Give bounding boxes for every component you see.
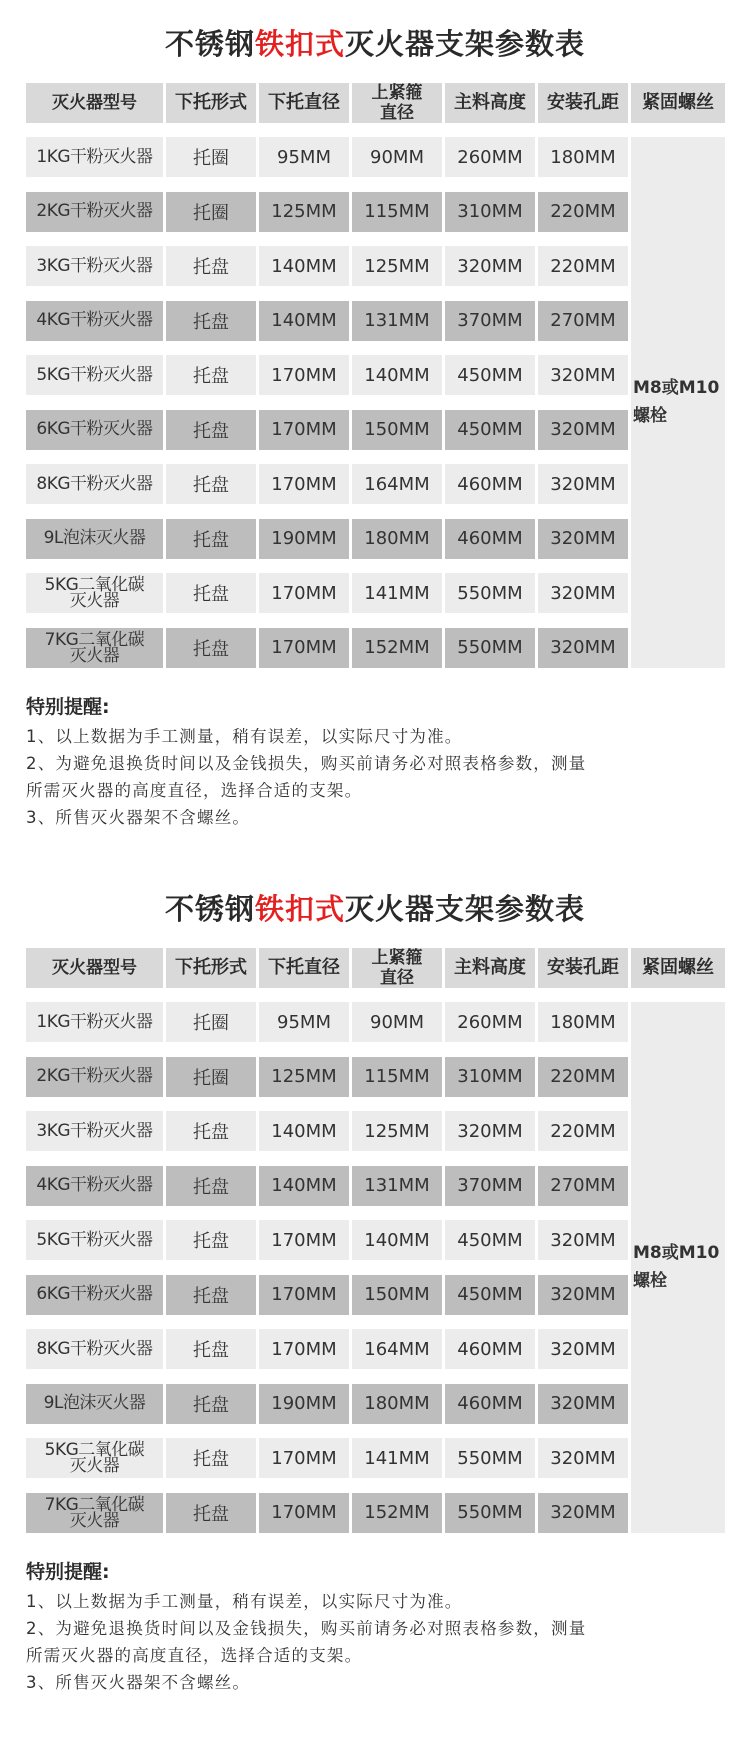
- column-header: 安装孔距: [538, 948, 628, 988]
- table-cell: 托圈: [166, 137, 256, 177]
- table-cell: 170MM: [259, 628, 349, 668]
- table-cell: 460MM: [445, 464, 535, 504]
- bolt-type: 螺栓: [633, 406, 667, 427]
- table-cell: 180MM: [352, 1384, 442, 1424]
- table-cell: 95MM: [259, 1002, 349, 1042]
- column-header: 下托直径: [259, 83, 349, 123]
- table-cell: 310MM: [445, 192, 535, 232]
- table-cell: 180MM: [538, 1002, 628, 1042]
- table-cell: 320MM: [538, 1438, 628, 1478]
- model-cell: 5KG二氧化碳灭火器: [26, 573, 163, 613]
- table-cell: 320MM: [538, 1493, 628, 1533]
- table-cell: 164MM: [352, 464, 442, 504]
- table-cell: 140MM: [352, 355, 442, 395]
- param-sheet: [0, 865, 750, 1736]
- model-cell: 5KG干粉灭火器: [26, 355, 163, 395]
- column-header: 上紧箍直径: [352, 948, 442, 988]
- table-cell: 托盘: [166, 519, 256, 559]
- model-cell: 6KG干粉灭火器: [26, 410, 163, 450]
- param-sheet: [0, 0, 750, 871]
- table-cell: 220MM: [538, 1111, 628, 1151]
- table-cell: 托盘: [166, 1384, 256, 1424]
- table-cell: 152MM: [352, 1493, 442, 1533]
- table-cell: 220MM: [538, 246, 628, 286]
- table-cell: 152MM: [352, 628, 442, 668]
- table-cell: 164MM: [352, 1329, 442, 1369]
- bolt-cell: [631, 137, 725, 668]
- table-cell: 170MM: [259, 1220, 349, 1260]
- table-cell: 170MM: [259, 410, 349, 450]
- table-cell: 170MM: [259, 1493, 349, 1533]
- table-cell: 托盘: [166, 301, 256, 341]
- table-cell: 140MM: [259, 1111, 349, 1151]
- model-cell: 6KG干粉灭火器: [26, 1275, 163, 1315]
- table-cell: 320MM: [538, 519, 628, 559]
- title-part: 不锈钢: [164, 27, 255, 61]
- table-cell: 320MM: [538, 355, 628, 395]
- table-cell: 450MM: [445, 1275, 535, 1315]
- model-cell: 7KG二氧化碳灭火器: [26, 628, 163, 668]
- table-cell: 180MM: [538, 137, 628, 177]
- column-header: 灭火器型号: [26, 83, 163, 123]
- table-cell: 460MM: [445, 1329, 535, 1369]
- table-cell: 托盘: [166, 1329, 256, 1369]
- table-cell: 托盘: [166, 1166, 256, 1206]
- table-cell: 托盘: [166, 1220, 256, 1260]
- title-part: 灭火器支架参数表: [345, 892, 586, 926]
- title-part: 不锈钢: [164, 892, 255, 926]
- table-cell: 550MM: [445, 573, 535, 613]
- title-highlight: 铁扣式: [254, 892, 345, 926]
- table-cell: 550MM: [445, 1438, 535, 1478]
- table-cell: 95MM: [259, 137, 349, 177]
- model-cell: 1KG干粉灭火器: [26, 1002, 163, 1042]
- table-cell: 450MM: [445, 410, 535, 450]
- table-cell: 托盘: [166, 410, 256, 450]
- table-cell: 460MM: [445, 1384, 535, 1424]
- sheet-title: [0, 22, 750, 63]
- table-cell: 140MM: [259, 1166, 349, 1206]
- note-line: 3、所售灭火器架不含螺丝。: [26, 1673, 251, 1692]
- model-cell: 4KG干粉灭火器: [26, 301, 163, 341]
- table-cell: 141MM: [352, 573, 442, 613]
- table-cell: 托盘: [166, 1438, 256, 1478]
- table-cell: 320MM: [538, 573, 628, 613]
- table-cell: 150MM: [352, 410, 442, 450]
- model-cell: 3KG干粉灭火器: [26, 246, 163, 286]
- model-cell: 3KG干粉灭火器: [26, 1111, 163, 1151]
- title-part: 灭火器支架参数表: [345, 27, 586, 61]
- table-cell: 320MM: [445, 246, 535, 286]
- table-cell: 170MM: [259, 1275, 349, 1315]
- table-cell: 托盘: [166, 628, 256, 668]
- model-cell: 4KG干粉灭火器: [26, 1166, 163, 1206]
- table-cell: 320MM: [445, 1111, 535, 1151]
- table-cell: 托盘: [166, 355, 256, 395]
- table-cell: 310MM: [445, 1057, 535, 1097]
- column-header: 灭火器型号: [26, 948, 163, 988]
- note-line: 2、为避免退换货时间以及金钱损失，购买前请务必对照表格参数，测量: [26, 1619, 587, 1638]
- table-cell: 220MM: [538, 192, 628, 232]
- note-line: 3、所售灭火器架不含螺丝。: [26, 808, 251, 827]
- column-header: 下托直径: [259, 948, 349, 988]
- column-header: 下托形式: [166, 83, 256, 123]
- notes-title: 特别提醒:: [26, 696, 110, 718]
- table-cell: 托圈: [166, 192, 256, 232]
- table-cell: 托盘: [166, 1493, 256, 1533]
- table-cell: 90MM: [352, 1002, 442, 1042]
- table-cell: 190MM: [259, 519, 349, 559]
- note-line: 所需灭火器的高度直径，选择合适的支架。: [26, 781, 363, 800]
- table-cell: 370MM: [445, 1166, 535, 1206]
- table-cell: 131MM: [352, 301, 442, 341]
- table-cell: 320MM: [538, 1275, 628, 1315]
- table-cell: 270MM: [538, 1166, 628, 1206]
- table-cell: 托盘: [166, 1111, 256, 1151]
- table-cell: 550MM: [445, 1493, 535, 1533]
- table-cell: 115MM: [352, 1057, 442, 1097]
- table-cell: 140MM: [259, 301, 349, 341]
- table-cell: 150MM: [352, 1275, 442, 1315]
- bolt-text: [633, 1239, 719, 1295]
- table-cell: 170MM: [259, 1329, 349, 1369]
- bolt-size: M8或M10: [633, 1243, 720, 1264]
- column-header: 安装孔距: [538, 83, 628, 123]
- bolt-type: 螺栓: [633, 1271, 667, 1292]
- table-cell: 180MM: [352, 519, 442, 559]
- table-cell: 270MM: [538, 301, 628, 341]
- column-header: 紧固螺丝: [631, 83, 725, 123]
- bolt-size: M8或M10: [633, 378, 720, 399]
- notes-section: [26, 692, 726, 831]
- table-cell: 170MM: [259, 1438, 349, 1478]
- table-cell: 托圈: [166, 1057, 256, 1097]
- notes-section: [26, 1557, 726, 1696]
- column-header: 主料高度: [445, 83, 535, 123]
- model-cell: 1KG干粉灭火器: [26, 137, 163, 177]
- column-header: 紧固螺丝: [631, 948, 725, 988]
- table-cell: 托盘: [166, 464, 256, 504]
- table-cell: 131MM: [352, 1166, 442, 1206]
- note-line: 1、以上数据为手工测量，稍有误差，以实际尺寸为准。: [26, 727, 463, 746]
- table-cell: 190MM: [259, 1384, 349, 1424]
- table-cell: 125MM: [259, 192, 349, 232]
- note-line: 所需灭火器的高度直径，选择合适的支架。: [26, 1646, 363, 1665]
- table-cell: 460MM: [445, 519, 535, 559]
- column-header: 主料高度: [445, 948, 535, 988]
- table-cell: 170MM: [259, 355, 349, 395]
- table-cell: 320MM: [538, 410, 628, 450]
- table-cell: 320MM: [538, 628, 628, 668]
- table-cell: 320MM: [538, 464, 628, 504]
- note-line: 1、以上数据为手工测量，稍有误差，以实际尺寸为准。: [26, 1592, 463, 1611]
- model-cell: 7KG二氧化碳灭火器: [26, 1493, 163, 1533]
- table-cell: 托盘: [166, 1275, 256, 1315]
- table-cell: 115MM: [352, 192, 442, 232]
- table-cell: 550MM: [445, 628, 535, 668]
- model-cell: 5KG二氧化碳灭火器: [26, 1438, 163, 1478]
- column-header: 下托形式: [166, 948, 256, 988]
- table-cell: 90MM: [352, 137, 442, 177]
- table-cell: 125MM: [352, 1111, 442, 1151]
- table-cell: 125MM: [259, 1057, 349, 1097]
- bolt-text: [633, 374, 719, 430]
- table-cell: 450MM: [445, 355, 535, 395]
- table-cell: 托盘: [166, 246, 256, 286]
- table-cell: 140MM: [259, 246, 349, 286]
- table-cell: 托圈: [166, 1002, 256, 1042]
- table-cell: 170MM: [259, 464, 349, 504]
- note-line: 2、为避免退换货时间以及金钱损失，购买前请务必对照表格参数，测量: [26, 754, 587, 773]
- bolt-cell: [631, 1002, 725, 1533]
- model-cell: 8KG干粉灭火器: [26, 464, 163, 504]
- table-cell: 320MM: [538, 1220, 628, 1260]
- table-cell: 320MM: [538, 1329, 628, 1369]
- table-cell: 260MM: [445, 1002, 535, 1042]
- table-cell: 220MM: [538, 1057, 628, 1097]
- table-cell: 450MM: [445, 1220, 535, 1260]
- column-header: 上紧箍直径: [352, 83, 442, 123]
- table-cell: 260MM: [445, 137, 535, 177]
- model-cell: 8KG干粉灭火器: [26, 1329, 163, 1369]
- model-cell: 2KG干粉灭火器: [26, 192, 163, 232]
- sheet-title: [0, 887, 750, 928]
- title-highlight: 铁扣式: [254, 27, 345, 61]
- notes-title: 特别提醒:: [26, 1561, 110, 1583]
- model-cell: 2KG干粉灭火器: [26, 1057, 163, 1097]
- table-cell: 托盘: [166, 573, 256, 613]
- table-cell: 320MM: [538, 1384, 628, 1424]
- table-cell: 370MM: [445, 301, 535, 341]
- model-cell: 5KG干粉灭火器: [26, 1220, 163, 1260]
- model-cell: 9L泡沫灭火器: [26, 519, 163, 559]
- table-cell: 125MM: [352, 246, 442, 286]
- table-cell: 140MM: [352, 1220, 442, 1260]
- model-cell: 9L泡沫灭火器: [26, 1384, 163, 1424]
- table-cell: 141MM: [352, 1438, 442, 1478]
- table-cell: 170MM: [259, 573, 349, 613]
